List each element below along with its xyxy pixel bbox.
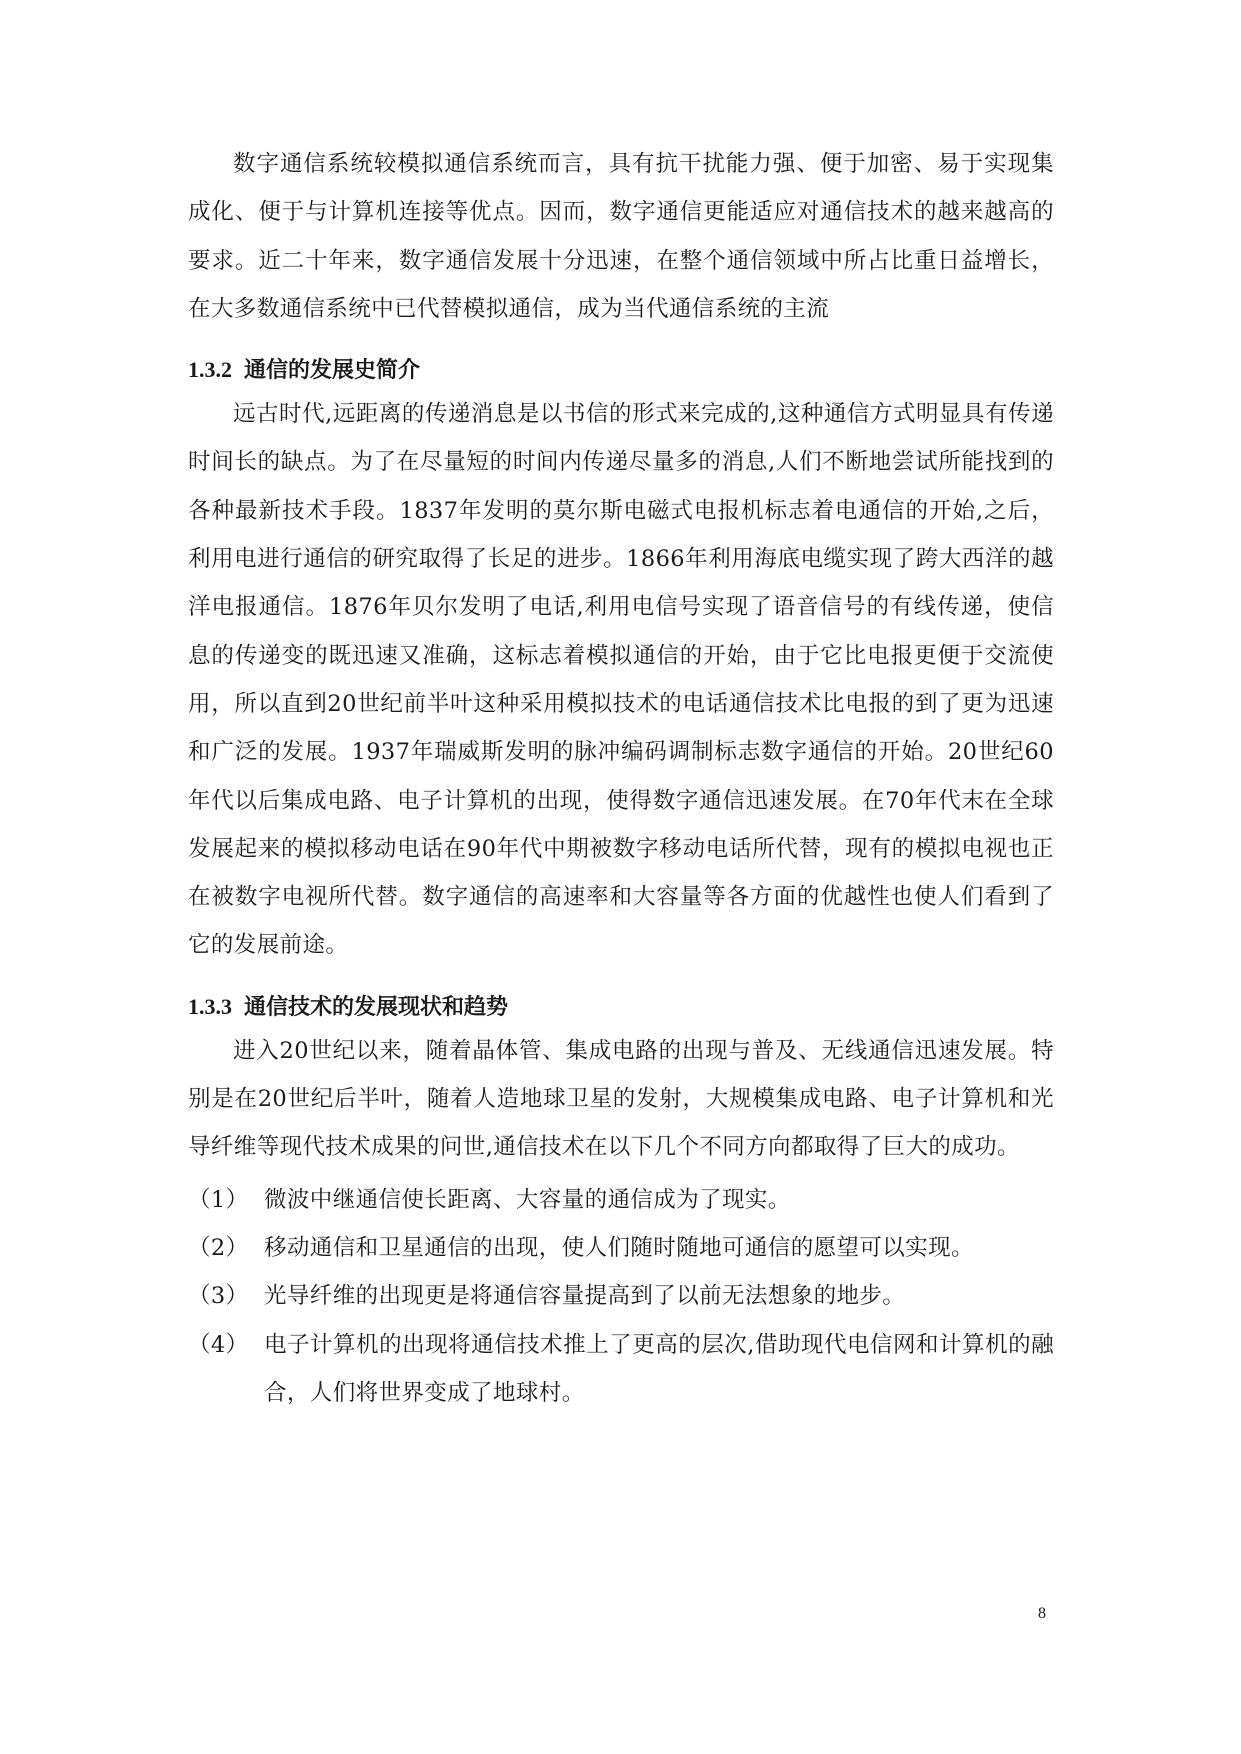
history-paragraph: 远古时代,远距离的传递消息是以书信的形式来完成的,这种通信方式明显具有传递时间长的缺点。为了在尽量短的时间内传递尽量多的消息,人们不断地尝试所能找到的各种最新技术手段。1837年发明的莫尔斯电磁式电报机标志着电通信的开始,之后，利用电进行通信的研究取得了长足的进步。1866年利用海底电缆实现了跨大西洋的越洋电报通信。1876年贝尔发明了电话,利用电信号实现了语音信号的有线传递，使信息的传递变的既迅速又准确，这标志着模拟通信的开始，由于它比电报更便于交流使用，所以直到20世纪前半叶这种采用模拟技术的电话通信技术比电报的到了更为迅速和广泛的发展。1937年瑞威斯发明的脉冲编码调制标志数字通信的开始。20世纪60年代以后集成电路、电子计算机的出现，使得数字通信迅速发展。在70年代末在全球发展起来的模拟移动电话在90年代中期被数字移动电话所代替，现有的模拟电视也正在被数字电视所代替。数字通信的高速率和大容量等各方面的优越性也使人们看到了它的发展前途。 [188, 401, 1054, 959]
section-heading-1-3-2 [188, 350, 1054, 390]
section-number: 1.3.3 [188, 993, 232, 1019]
list-item [188, 1224, 1054, 1272]
section-title: 通信的发展史简介 [244, 357, 421, 383]
intro-paragraph: 数字通信系统较模拟通信系统而言，具有抗干扰能力强、便于加密、易于实现集成化、便于与计算机连接等优点。因而，数字通信更能适应对通信技术的越来越高的要求。近二十年来，数字通信发展十分迅速，在整个通信领域中所占比重日益增长，在大多数通信系统中已代替模拟通信，成为当代通信系统的主流 [188, 151, 1054, 322]
list-marker: （4） [188, 1331, 249, 1358]
trends-paragraph: 进入20世纪以来，随着晶体管、集成电路的出现与普及、无线通信迅速发展。特别是在20世纪后半叶，随着人造地球卫星的发射，大规模集成电路、电子计算机和光导纤维等现代技术成果的问世,通信技术在以下几个不同方向都取得了巨大的成功。 [188, 1037, 1054, 1161]
section-heading-1-3-3 [188, 987, 1054, 1027]
list-item [188, 1272, 1054, 1320]
list-item [188, 1321, 1054, 1418]
list-item [188, 1176, 1054, 1224]
list-marker: （3） [188, 1283, 249, 1310]
trends-list [188, 1176, 1054, 1417]
page-content [188, 140, 1054, 1417]
list-item-text: 电子计算机的出现将通信技术推上了更高的层次,借助现代电信网和计算机的融合，人们将世界变成了地球村。 [264, 1331, 1054, 1406]
page-number: 8 [1038, 1605, 1046, 1622]
list-item-text: 光导纤维的出现更是将通信容量提高到了以前无法想象的地步。 [264, 1283, 906, 1310]
list-marker: （1） [188, 1186, 249, 1213]
section-title: 通信技术的发展现状和趋势 [244, 993, 509, 1019]
section-number: 1.3.2 [188, 357, 232, 383]
list-item-text: 微波中继通信使长距离、大容量的通信成为了现实。 [264, 1186, 791, 1213]
list-marker: （2） [188, 1234, 249, 1261]
list-item-text: 移动通信和卫星通信的出现，使人们随时随地可通信的愿望可以实现。 [264, 1234, 974, 1261]
